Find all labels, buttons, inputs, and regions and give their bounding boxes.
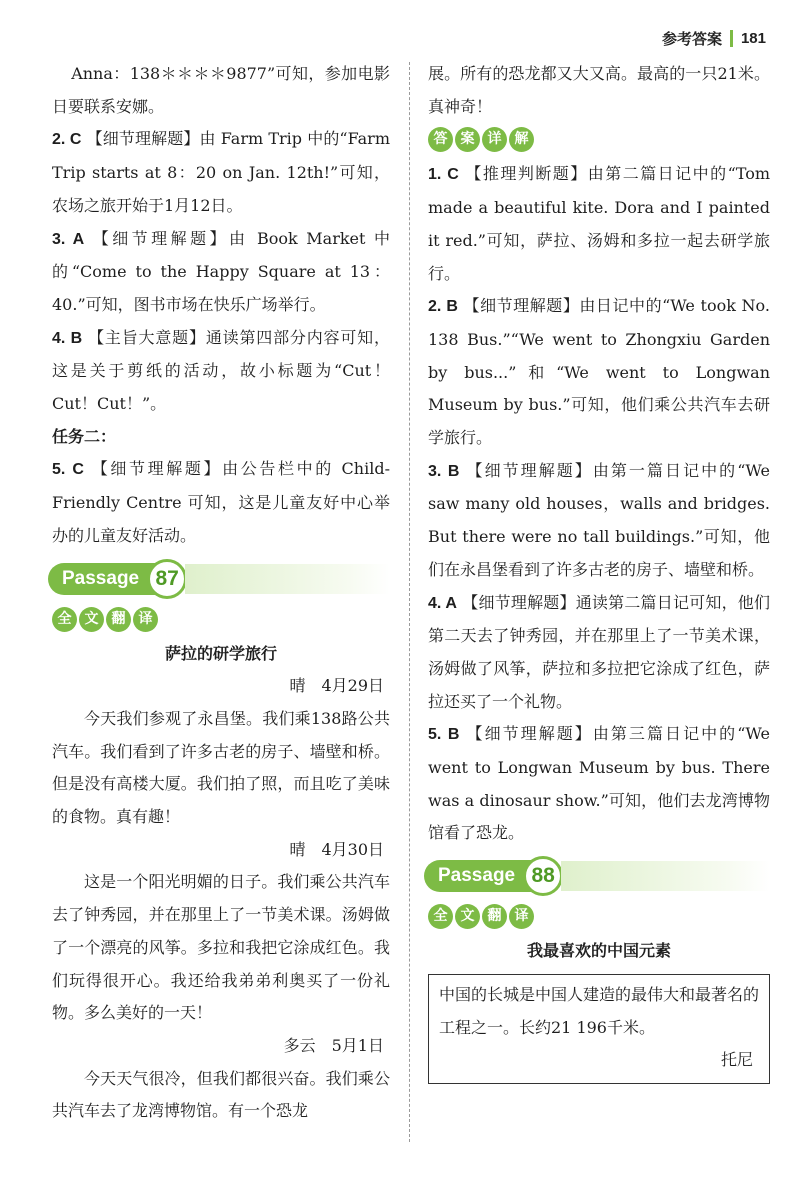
- passage-label: Passage: [424, 860, 549, 892]
- answer-item: 2. C 【细节理解题】由 Farm Trip 中的“Farm Trip starts at 8：20 on Jan. 12th!”可知，农场之旅开始于1月12日。: [52, 129, 390, 215]
- page-number: 181: [740, 30, 766, 47]
- answer-badge: 答 案 详 解: [428, 127, 770, 152]
- diary-paragraph: 今天天气很冷，但我们都很兴奋。我们乘公共汽车去了龙湾博物馆。有一个恐龙: [52, 1068, 390, 1121]
- box-signature: 托尼: [720, 1050, 753, 1070]
- translation-badge: 全 文 翻 译: [52, 607, 390, 632]
- answer-item: 4. A 【细节理解题】通读第二篇日记可知，他们第二天去了钟秀园，并在那里上了一节美术课，汤姆做了风筝，萨拉和多拉把它涂成了红色，萨拉还买了一个礼物。: [428, 592, 770, 711]
- lead-text: Anna：138＊＊＊＊9877”可知，参加电影日要联系安娜。: [52, 64, 390, 116]
- answer-item: 5. C 【细节理解题】由公告栏中的 Child-Friendly Centre 可知，这是儿童友好中心举办的儿童友好活动。: [52, 459, 390, 545]
- translation-badge: 全 文 翻 译: [428, 904, 770, 929]
- article-title: 我最喜欢的中国元素: [526, 941, 671, 961]
- passage-banner-88: [424, 856, 770, 896]
- task-label: 任务二：: [52, 426, 117, 446]
- banner-tail: [185, 564, 390, 594]
- answer-item: 3. B 【细节理解题】由第一篇日记中的“We saw many old houses，walls and bridges. But there were no tall buildings.”可知，他们在永昌堡看到了许多古老的房子、墙壁和桥。: [428, 460, 770, 579]
- passage-number: 87: [147, 559, 187, 599]
- right-column: [428, 58, 770, 1084]
- diary-date: 晴 4月30日: [289, 839, 384, 859]
- answer-item: 2. B 【细节理解题】由日记中的“We took No. 138 Bus.”“We went to Zhongxiu Garden by bus...”和“We went to Longwan Museum by bus.”可知，他们乘公共汽车去研学旅行。: [428, 296, 770, 448]
- answer-item: 3. A 【细节理解题】由 Book Market 中的“Come to the Happy Square at 13：40.”可知，图书市场在快乐广场举行。: [52, 228, 390, 314]
- passage-label: Passage: [48, 563, 173, 595]
- column-divider: [409, 62, 410, 1142]
- box-text: 中国的长城是中国人建造的最伟大和最著名的工程之一。长约21 196千米。: [439, 984, 760, 1037]
- translation-box: [428, 974, 770, 1084]
- passage-number: 88: [523, 856, 563, 896]
- diary-paragraph: 今天我们参观了永昌堡。我们乘138路公共汽车。我们看到了许多古老的房子、墙壁和桥。但是没有高楼大厦。我们拍了照，而且吃了美味的食物。真有趣！: [52, 708, 390, 827]
- article-title: 萨拉的研学旅行: [164, 643, 277, 663]
- answer-item: 1. C 【推理判断题】由第二篇日记中的“Tom made a beautiful kite. Dora and I painted it red.”可知，萨拉、汤姆和多拉一起去研学旅行。: [428, 164, 771, 283]
- page-header: [662, 28, 766, 49]
- answer-item: 5. B 【细节理解题】由第三篇日记中的“We went to Longwan Museum by bus. There was a dinosaur show.”可知，他们去龙湾博物馆看了恐龙。: [428, 724, 770, 843]
- banner-tail: [561, 861, 770, 891]
- continued-text: 展。所有的恐龙都又大又高。最高的一只21米。真神奇！: [428, 64, 770, 116]
- left-column: [52, 58, 390, 1128]
- header-divider: [730, 30, 733, 47]
- section-title: 参考答案: [661, 30, 722, 48]
- passage-banner-87: [48, 559, 390, 599]
- answer-item: 4. B 【主旨大意题】通读第四部分内容可知，这是关于剪纸的活动，故小标题为“Cut！Cut！Cut！”。: [52, 327, 390, 414]
- diary-date: 晴 4月29日: [289, 676, 384, 696]
- diary-paragraph: 这是一个阳光明媚的日子。我们乘公共汽车去了钟秀园，并在那里上了一节美术课。汤姆做了一个漂亮的风筝。多拉和我把它涂成红色。我们玩得很开心。我还给我弟弟利奥买了一份礼物。多么美好的一天！: [52, 872, 390, 1023]
- diary-date: 多云 5月1日: [283, 1035, 384, 1055]
